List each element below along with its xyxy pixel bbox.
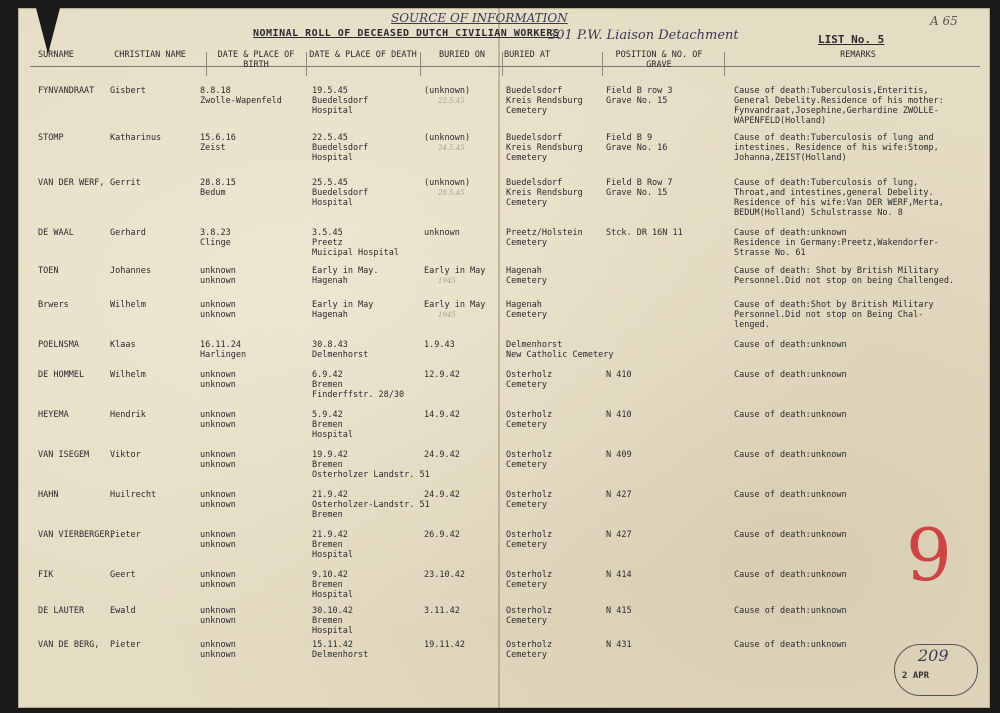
col-header-birth: DATE & PLACE OF BIRTH <box>217 50 295 70</box>
surname-cell: VAN ISEGEM <box>38 450 90 460</box>
handwritten-source-note: SOURCE OF INFORMATION <box>391 11 568 25</box>
buried-on-cell: Early in May <box>424 300 486 310</box>
birth-cell: unknown unknown <box>200 266 236 286</box>
buried-on-cell: (unknown) <box>424 86 471 96</box>
death-cell: 19.9.42 Bremen Osterholzer Landstr. 51 <box>312 450 430 480</box>
buried-on-cell: 26.9.42 <box>424 530 460 540</box>
christian-name-cell: Hendrik <box>110 410 146 420</box>
death-cell: 9.10.42 Bremen Hospital <box>312 570 353 600</box>
list-number: LIST No. 5 <box>818 33 885 46</box>
christian-name-cell: Huilrecht <box>110 490 157 500</box>
surname-cell: DE HOMMEL <box>38 370 85 380</box>
death-cell: 3.5.45 Preetz Muicipal Hospital <box>312 228 399 258</box>
surname-cell: Brwers <box>38 300 69 310</box>
remarks-cell: Cause of death: Shot by British Military Personnel.Did not stop on being Challenged. <box>734 266 955 286</box>
death-cell: 22.5.45 Buedelsdorf Hospital <box>312 133 369 163</box>
grave-position-cell: N 409 <box>606 450 632 460</box>
col-header-death: DATE & PLACE OF DEATH <box>309 50 417 60</box>
pencil-burial-date-note: 22.5.45 <box>438 97 465 105</box>
christian-name-cell: Katharinus <box>110 133 162 143</box>
stamp-number: 209 <box>918 646 949 665</box>
remarks-cell: Cause of death:unknown <box>734 490 847 500</box>
buried-on-cell: 23.10.42 <box>424 570 465 580</box>
surname-cell: POELNSMA <box>38 340 79 350</box>
death-cell: 30.8.43 Delmenhorst <box>312 340 369 360</box>
buried-at-cell: Osterholz Cemetery <box>506 370 553 390</box>
buried-on-cell: (unknown) <box>424 178 471 188</box>
grave-position-cell: N 427 <box>606 490 632 500</box>
buried-on-cell: Early in May <box>424 266 486 276</box>
remarks-cell: Cause of death:unknown Residence in Germany:Preetz,Wakendorfer- Strasse No. 61 <box>734 228 939 258</box>
col-header-buried-on: BURIED ON <box>438 50 486 60</box>
birth-cell: unknown unknown <box>200 606 236 626</box>
buried-on-cell: 24.9.42 <box>424 490 460 500</box>
christian-name-cell: Klaas <box>110 340 136 350</box>
buried-at-cell: Hagenah Cemetery <box>506 266 547 286</box>
surname-cell: FIK <box>38 570 54 580</box>
death-cell: 21.9.42 Bremen Hospital <box>312 530 353 560</box>
death-cell: 19.5.45 Buedelsdorf Hospital <box>312 86 369 116</box>
death-cell: 6.9.42 Bremen Finderffstr. 28/30 <box>312 370 405 400</box>
buried-at-cell: Hagenah Cemetery <box>506 300 547 320</box>
buried-at-cell: Buedelsdorf Kreis Rendsburg Cemetery <box>506 178 583 208</box>
document-title: NOMINAL ROLL OF DECEASED DUTCH CIVILIAN WORKERS <box>253 28 560 39</box>
birth-cell: 8.8.18 Zwolle-Wapenfeld <box>200 86 282 106</box>
birth-cell: unknown unknown <box>200 370 236 390</box>
surname-cell: STOMP <box>38 133 64 143</box>
roll-table <box>18 8 990 708</box>
surname-cell: VAN DER WERF, <box>38 178 105 188</box>
birth-cell: unknown unknown <box>200 410 236 430</box>
christian-name-cell: Viktor <box>110 450 141 460</box>
death-cell: Early in May. Hagenah <box>312 266 379 286</box>
christian-name-cell: Pieter <box>110 640 141 650</box>
surname-cell: TOEN <box>38 266 59 276</box>
corner-annotation: A 65 <box>930 14 958 28</box>
surname-cell: VAN VIERBERGER, <box>38 530 115 540</box>
birth-cell: unknown unknown <box>200 530 236 550</box>
col-header-buried-at: BURIED AT <box>504 50 551 60</box>
birth-cell: unknown unknown <box>200 570 236 590</box>
birth-cell: 28.8.15 Bedum <box>200 178 236 198</box>
col-header-position: POSITION & NO. OF GRAVE <box>615 50 703 70</box>
buried-on-cell: 24.9.42 <box>424 450 460 460</box>
remarks-cell: Cause of death:unknown <box>734 340 847 350</box>
christian-name-cell: Gerrit <box>110 178 141 188</box>
buried-at-cell: Preetz/Holstein Cemetery <box>506 228 583 248</box>
buried-at-cell: Osterholz Cemetery <box>506 410 553 430</box>
christian-name-cell: Gerhard <box>110 228 146 238</box>
remarks-cell: Cause of death:unknown <box>734 370 847 380</box>
death-cell: 5.9.42 Bremen Hospital <box>312 410 353 440</box>
buried-at-cell: Osterholz Cemetery <box>506 570 553 590</box>
remarks-cell: Cause of death:unknown <box>734 450 847 460</box>
birth-cell: unknown unknown <box>200 300 236 320</box>
remarks-cell: Cause of death:unknown <box>734 530 847 540</box>
birth-cell: 3.8.23 Clinge <box>200 228 231 248</box>
buried-on-cell: 14.9.42 <box>424 410 460 420</box>
birth-cell: unknown unknown <box>200 490 236 510</box>
remarks-cell: Cause of death:unknown <box>734 640 847 650</box>
remarks-cell: Cause of death:Tuberculosis of lung, Throat,and intestines,general Debelity. Residence of his wife:Van DER WERF,Merta, BEDUM(Holland) Schulstrasse No. 8 <box>734 178 944 218</box>
remarks-cell: Cause of death:Tuberculosis,Enteritis, General Debelity.Residence of his mother: Fynvandraat,Josephine,Gerhardine ZWOLLE- WAPENFELD(Holland) <box>734 86 944 126</box>
birth-cell: unknown unknown <box>200 450 236 470</box>
christian-name-cell: Gisbert <box>110 86 146 96</box>
christian-name-cell: Wilhelm <box>110 370 146 380</box>
remarks-cell: Cause of death:Tuberculosis of lung and intestines. Residence of his wife:Stomp, Johanna,ZEIST(Holland) <box>734 133 939 163</box>
birth-cell: 16.11.24 Harlingen <box>200 340 247 360</box>
grave-position-cell: Stck. DR 16N 11 <box>606 228 683 238</box>
christian-name-cell: Wilhelm <box>110 300 146 310</box>
buried-on-cell: 1.9.43 <box>424 340 455 350</box>
buried-at-cell: Osterholz Cemetery <box>506 490 553 510</box>
death-cell: Early in May Hagenah <box>312 300 374 320</box>
buried-on-cell: 12.9.42 <box>424 370 460 380</box>
buried-at-cell: Osterholz Cemetery <box>506 606 553 626</box>
death-cell: 15.11.42 Delmenhorst <box>312 640 369 660</box>
buried-at-cell: Osterholz Cemetery <box>506 530 553 550</box>
surname-cell: DE WAAL <box>38 228 74 238</box>
death-cell: 25.5.45 Buedelsdorf Hospital <box>312 178 369 208</box>
grave-position-cell: N 415 <box>606 606 632 616</box>
grave-position-cell: N 410 <box>606 370 632 380</box>
surname-cell: HAHN <box>38 490 59 500</box>
pencil-burial-date-note: 1945 <box>438 311 456 319</box>
death-cell: 30.10.42 Bremen Hospital <box>312 606 353 636</box>
grave-position-cell: Field B Row 7 Grave No. 15 <box>606 178 673 198</box>
grave-position-cell: N 410 <box>606 410 632 420</box>
stamp-date: 2 APR <box>902 671 930 681</box>
buried-at-cell: Buedelsdorf Kreis Rendsburg Cemetery <box>506 133 583 163</box>
buried-on-cell: unknown <box>424 228 460 238</box>
pencil-burial-date-note: 28.5.45 <box>438 189 465 197</box>
remarks-cell: Cause of death:unknown <box>734 570 847 580</box>
grave-position-cell: N 414 <box>606 570 632 580</box>
christian-name-cell: Ewald <box>110 606 136 616</box>
buried-at-cell: Buedelsdorf Kreis Rendsburg Cemetery <box>506 86 583 116</box>
buried-at-cell: Osterholz Cemetery <box>506 450 553 470</box>
pencil-burial-date-note: 1945 <box>438 277 456 285</box>
grave-position-cell: N 431 <box>606 640 632 650</box>
christian-name-cell: Geert <box>110 570 136 580</box>
col-header-surname: SURNAME <box>38 50 74 60</box>
death-cell: 21.9.42 Osterholzer-Landstr. 51 Bremen <box>312 490 430 520</box>
remarks-cell: Cause of death:unknown <box>734 606 847 616</box>
buried-on-cell: 19.11.42 <box>424 640 465 650</box>
buried-at-cell: Delmenhorst New Catholic Cemetery <box>506 340 614 360</box>
col-header-remarks: REMARKS <box>840 50 876 60</box>
christian-name-cell: Johannes <box>110 266 151 276</box>
col-header-christian-name: CHRISTIAN NAME <box>114 50 186 60</box>
surname-cell: FYNVANDRAAT <box>38 86 95 96</box>
remarks-cell: Cause of death:unknown <box>734 410 847 420</box>
grave-position-cell: N 427 <box>606 530 632 540</box>
birth-cell: 15.6.16 Zeist <box>200 133 236 153</box>
surname-cell: DE LAUTER <box>38 606 85 616</box>
buried-on-cell: (unknown) <box>424 133 471 143</box>
handwritten-page-number: 9 <box>906 513 952 597</box>
grave-position-cell: Field B row 3 Grave No. 15 <box>606 86 673 106</box>
pencil-burial-date-note: 24.5.45 <box>438 144 465 152</box>
document-sheet <box>18 8 990 708</box>
buried-on-cell: 3.11.42 <box>424 606 460 616</box>
buried-at-cell: Osterholz Cemetery <box>506 640 553 660</box>
handwritten-unit-note: 301 P.W. Liaison Detachment <box>548 28 739 43</box>
birth-cell: unknown unknown <box>200 640 236 660</box>
christian-name-cell: Pieter <box>110 530 141 540</box>
grave-position-cell: Field B 9 Grave No. 16 <box>606 133 668 153</box>
remarks-cell: Cause of death:Shot by British Military Personnel.Did not stop on Being Chal- lenged. <box>734 300 934 330</box>
surname-cell: HEYEMA <box>38 410 69 420</box>
surname-cell: VAN DE BERG, <box>38 640 100 650</box>
